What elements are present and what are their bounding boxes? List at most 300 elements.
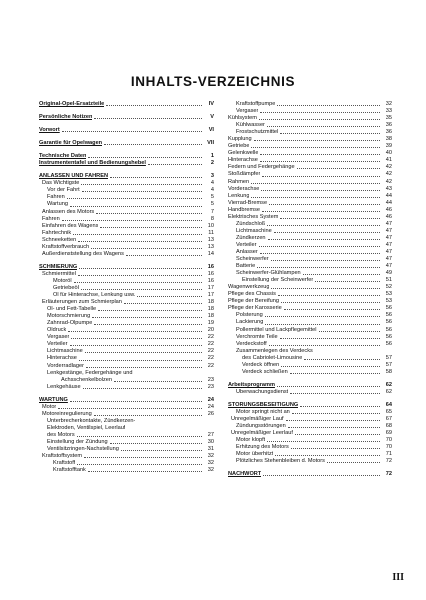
toc-entry-page: 47: [385, 220, 392, 227]
toc-entry-page: 31: [207, 446, 214, 453]
toc-entry: [39, 173, 214, 180]
toc-entry-page: 22: [207, 334, 214, 341]
toc-entry: [39, 439, 214, 446]
toc-leader-dots: [260, 253, 380, 254]
toc-entry-label: Vorwort: [39, 127, 60, 134]
toc-leader-dots: [280, 218, 380, 219]
toc-entry: [39, 453, 214, 460]
toc-leader-dots: [114, 381, 202, 382]
toc-leader-dots: [290, 393, 380, 394]
toc-entry-label: Schneeketten: [42, 236, 77, 243]
toc-entry-label: Frostschutzmittel: [236, 129, 279, 136]
toc-entry-label: Pollermittel und Lackpflegemittel: [236, 326, 317, 333]
toc-entry-page: 30: [207, 438, 214, 445]
toc-leader-dots: [315, 281, 380, 282]
toc-entry-label: Getriebeöl: [53, 284, 79, 291]
toc-leader-dots: [91, 248, 202, 249]
toc-entry: [39, 187, 214, 194]
toc-entry: [39, 223, 214, 230]
toc-leader-dots: [319, 331, 380, 332]
toc-entry-label: Wartung: [47, 201, 68, 208]
toc-entry-label: Pflege der Karosserie: [228, 305, 282, 312]
toc-entry-page: 4: [210, 180, 214, 187]
toc-column-left: [39, 101, 214, 474]
toc-leader-dots: [58, 408, 202, 409]
toc-entry-page: 56: [385, 326, 392, 333]
toc-leader-dots: [280, 338, 380, 339]
toc-entry-page: 53: [385, 291, 392, 298]
toc-leader-dots: [110, 443, 202, 444]
toc-leader-dots: [88, 471, 202, 472]
toc-entry: [228, 101, 392, 108]
toc-entry: [228, 389, 392, 396]
toc-entry: [228, 228, 392, 235]
toc-entry-page: VI: [208, 127, 214, 134]
toc-entry-page: 56: [385, 333, 392, 340]
toc-entry: [228, 186, 392, 193]
toc-entry-label: Vergaser: [236, 108, 259, 115]
toc-entry-page: 36: [385, 129, 392, 136]
toc-leader-dots: [94, 415, 202, 416]
toc-entry: [39, 397, 214, 404]
toc-entry-label: Verteiler: [47, 341, 68, 348]
toc-leader-dots: [70, 401, 202, 402]
toc-leader-dots: [268, 239, 380, 240]
toc-entry-page: 35: [385, 115, 392, 122]
toc-leader-dots: [297, 168, 380, 169]
toc-entry-label: Lenkgestänge, Federgehänge und: [47, 369, 133, 376]
toc-entry-label: STÖRUNGSBESEITIGUNG: [228, 401, 299, 408]
toc-entry-page: 3: [210, 173, 214, 180]
toc-entry-page: 46: [385, 213, 392, 220]
toc-entry: [39, 209, 214, 216]
toc-entry-label: ANLASSEN UND FAHREN: [39, 173, 108, 180]
toc-entry-page: 22: [207, 341, 214, 348]
toc-entry-label: WARTUNG: [39, 396, 68, 403]
toc-leader-dots: [77, 464, 202, 465]
toc-entry-label: Kraftstoffpumpe: [236, 101, 276, 107]
toc-entry-label: Motor klopft: [236, 437, 266, 444]
toc-entry: [39, 237, 214, 244]
toc-entry-label: Motoröl: [53, 277, 72, 284]
toc-entry: [228, 444, 392, 451]
toc-leader-dots: [251, 147, 380, 148]
toc-entry-page: 49: [385, 270, 392, 277]
toc-entry-page: 68: [385, 423, 392, 430]
toc-entry-page: 41: [385, 157, 392, 164]
toc-leader-dots: [295, 434, 380, 435]
toc-leader-dots: [280, 133, 380, 134]
toc-entry-label: Unregelmäßiger Leerlauf: [231, 430, 293, 437]
toc-leader-dots: [267, 225, 380, 226]
toc-entry: [228, 270, 392, 277]
toc-entry-label: Vorderradlager: [47, 362, 85, 369]
toc-leader-dots: [85, 352, 202, 353]
toc-entry: [39, 320, 214, 327]
toc-leader-dots: [281, 366, 380, 367]
toc-entry-page: 16: [207, 263, 214, 270]
toc-entry-page: 69: [385, 430, 392, 437]
toc-entry: [39, 180, 214, 187]
toc-entry-label: Verdeck öffnen: [242, 361, 280, 368]
toc-entry: [39, 348, 214, 355]
toc-leader-dots: [62, 220, 202, 221]
toc-entry: [39, 251, 214, 258]
toc-entry-label: Pflege des Chassis: [228, 291, 276, 298]
toc-leader-dots: [68, 331, 202, 332]
toc-entry-page: 38: [385, 136, 392, 143]
toc-leader-dots: [254, 140, 380, 141]
toc-entry-label: SCHMIERUNG: [39, 263, 78, 270]
toc-entry-label: Rahmen: [228, 178, 250, 185]
toc-entry-page: 67: [385, 416, 392, 423]
toc-entry-page: 24: [207, 403, 214, 410]
toc-leader-dots: [277, 105, 380, 106]
toc-entry: [228, 171, 392, 178]
toc-entry-label: des Cabriolet-Limousine: [242, 354, 303, 361]
toc-entry-label: Handbremse: [228, 206, 261, 213]
toc-entry: [228, 179, 392, 186]
toc-leader-dots: [124, 303, 202, 304]
toc-entry-page: 24: [207, 396, 214, 403]
toc-entry-page: 14: [207, 250, 214, 257]
toc-entry: [39, 446, 214, 453]
toc-entry-label: Das Wichtigste: [42, 180, 80, 187]
toc-entry: [39, 355, 214, 362]
toc-leader-dots: [292, 413, 380, 414]
toc-leader-dots: [92, 317, 202, 318]
toc-entry-label: Kraftstoff: [53, 460, 76, 467]
toc-entry: [39, 377, 214, 384]
toc-entry-label: Scheinwerfer-Glühlampen: [236, 270, 301, 277]
toc-column-right: [228, 101, 392, 478]
toc-entry-page: 44: [385, 199, 392, 206]
toc-entry: [228, 129, 392, 136]
toc-entry-label: Fahren: [47, 194, 65, 201]
toc-entry-label: Kühlwasser: [236, 122, 265, 129]
toc-entry-page: 56: [385, 312, 392, 319]
toc-entry-page: 47: [385, 248, 392, 255]
toc-entry: [228, 451, 392, 458]
toc-entry-page: 47: [385, 263, 392, 270]
toc-entry: [228, 256, 392, 263]
toc-entry-page: 39: [385, 143, 392, 150]
toc-entry: [39, 306, 214, 313]
toc-entry-page: 22: [207, 362, 214, 369]
toc-entry-page: 71: [385, 451, 392, 458]
toc-entry: [228, 437, 392, 444]
toc-entry: [228, 471, 392, 478]
toc-entry-label: Öl für Hinterachse, Lenkung usw.: [53, 292, 136, 299]
toc-entry: [228, 164, 392, 171]
toc-entry-label: Vorderachse: [228, 185, 260, 192]
toc-entry-page: 18: [207, 299, 214, 306]
toc-leader-dots: [84, 457, 202, 458]
toc-entry: [39, 194, 214, 201]
toc-entry-label: Ventilsitzringen-Nachstellung: [47, 446, 119, 453]
toc-leader-dots: [291, 448, 380, 449]
toc-entry-page: 17: [207, 292, 214, 299]
toc-entry-label: Motorschmierung: [47, 313, 91, 320]
toc-leader-dots: [259, 119, 380, 120]
toc-entry-page: 57: [385, 354, 392, 361]
toc-entry: [39, 418, 214, 425]
toc-entry-label: Instrumententafel und Bedienungshebel: [39, 160, 146, 167]
toc-entry-page: 23: [207, 376, 214, 383]
toc-entry-label: Garantie für Opelwagen: [39, 140, 103, 147]
toc-leader-dots: [137, 296, 202, 297]
toc-entry-label: Öl- und Fett-Tabelle: [47, 306, 97, 313]
toc-entry: [39, 114, 214, 121]
toc-entry-page: 17: [207, 284, 214, 291]
toc-leader-dots: [262, 211, 380, 212]
toc-entry-page: 57: [385, 361, 392, 368]
toc-entry-label: Motor überhitzt: [236, 451, 274, 458]
toc-entry: [39, 244, 214, 251]
toc-entry-label: Batterie: [236, 263, 256, 270]
toc-entry-label: Vierrad-Bremse: [228, 199, 268, 206]
toc-entry-label: Federn und Federgehänge: [228, 164, 295, 171]
toc-entry-page: 4: [210, 187, 214, 194]
toc-leader-dots: [284, 309, 380, 310]
toc-entry-label: Zahnrad-Ölpumpe: [47, 320, 93, 327]
toc-leader-dots: [275, 455, 380, 456]
toc-entry-label: Polsterung: [236, 312, 263, 319]
toc-entry-page: 32: [385, 101, 392, 107]
toc-leader-dots: [303, 274, 380, 275]
toc-entry-page: 32: [207, 460, 214, 467]
toc-entry: [228, 150, 392, 157]
toc-entry-page: 64: [385, 401, 392, 408]
toc-leader-dots: [110, 177, 202, 178]
toc-entry-label: Lichtmaschine: [47, 348, 83, 355]
toc-entry-page: 40: [385, 150, 392, 157]
toc-entry: [39, 404, 214, 411]
toc-entry-page: 62: [385, 388, 392, 395]
toc-entry-page: 18: [207, 306, 214, 313]
toc-entry-label: Zündungsstörungen: [236, 423, 286, 430]
toc-entry-label: Arbeitsprogramm: [228, 381, 275, 388]
toc-entry-label: Motor springt nicht an: [236, 408, 290, 415]
toc-leader-dots: [260, 112, 380, 113]
toc-leader-dots: [71, 338, 202, 339]
toc-entry-page: 65: [385, 408, 392, 415]
toc-leader-dots: [74, 282, 202, 283]
toc-entry-label: Verdeckstoff: [236, 340, 267, 347]
toc-entry-label: Plötzliches Stehenbleiben d. Motors: [236, 458, 325, 465]
toc-entry-page: 2: [210, 160, 214, 167]
toc-entry-label: Lenkung: [228, 192, 250, 199]
toc-entry-page: 47: [385, 256, 392, 263]
toc-entry: [228, 193, 392, 200]
toc-entry-label: Technische Daten: [39, 153, 87, 160]
toc-entry: [39, 313, 214, 320]
toc-entry: [39, 425, 214, 432]
toc-entry-page: 47: [385, 227, 392, 234]
toc-entry: [228, 362, 392, 369]
toc-entry: [39, 264, 214, 271]
toc-entry: [228, 136, 392, 143]
toc-entry-page: 27: [207, 431, 214, 438]
toc-entry-page: 72: [385, 458, 392, 465]
toc-entry-label: Schmiermittel: [42, 270, 76, 277]
toc-entry: [228, 409, 392, 416]
toc-entry-page: 5: [210, 194, 214, 201]
toc-entry: [39, 271, 214, 278]
toc-entry-label: Verchromte Teile: [236, 333, 278, 340]
toc-entry: [39, 341, 214, 348]
toc-entry-label: Einstellung der Scheinwerfer: [242, 277, 314, 284]
toc-entry-label: Kraftstofftank: [53, 467, 86, 474]
toc-entry: [228, 423, 392, 430]
toc-entry-page: 43: [385, 185, 392, 192]
toc-entry-label: Anlassen des Motors: [42, 208, 95, 215]
toc-leader-dots: [286, 420, 380, 421]
toc-entry: [39, 370, 214, 377]
toc-entry: [228, 263, 392, 270]
toc-entry: [39, 327, 214, 334]
toc-entry-label: Hinterachse: [47, 355, 77, 362]
toc-entry-label: Elektrisches System: [228, 213, 279, 220]
toc-entry: [39, 216, 214, 223]
toc-entry: [39, 460, 214, 467]
toc-entry: [228, 291, 392, 298]
toc-leader-dots: [271, 288, 380, 289]
toc-entry: [39, 467, 214, 474]
toc-entry: [39, 153, 214, 160]
toc-leader-dots: [86, 367, 202, 368]
toc-leader-dots: [261, 190, 380, 191]
toc-entry-label: Kühlsystem: [228, 115, 257, 122]
toc-entry: [39, 384, 214, 391]
toc-leader-dots: [78, 241, 202, 242]
toc-leader-dots: [265, 324, 380, 325]
toc-entry-page: 46: [385, 206, 392, 213]
toc-leader-dots: [300, 406, 380, 407]
toc-entry-label: Kraftstoffverbrauch: [42, 243, 90, 250]
toc-entry-label: Vor der Fahrt: [47, 187, 80, 194]
toc-entry: [228, 200, 392, 207]
toc-leader-dots: [267, 441, 380, 442]
toc-entry: [39, 230, 214, 237]
toc-entry-page: 72: [385, 471, 392, 478]
toc-leader-dots: [104, 144, 202, 145]
toc-entry: [228, 143, 392, 150]
toc-entry-label: Einstellung der Zündung: [47, 438, 108, 445]
toc-entry-page: 20: [207, 327, 214, 334]
toc-entry: [228, 242, 392, 249]
toc-entry-page: 13: [207, 236, 214, 243]
toc-leader-dots: [121, 450, 202, 451]
toc-entry: [39, 160, 214, 167]
toc-entry-page: 42: [385, 164, 392, 171]
toc-leader-dots: [262, 176, 380, 177]
toc-entry: [228, 108, 392, 115]
toc-entry-label: Fahren: [42, 215, 60, 222]
toc-leader-dots: [251, 197, 380, 198]
toc-entry-label: Anlasser: [236, 248, 258, 255]
toc-entry: [228, 284, 392, 291]
toc-leader-dots: [70, 345, 202, 346]
toc-entry: [39, 299, 214, 306]
toc-entry-page: 22: [207, 355, 214, 362]
page-number: III: [392, 572, 404, 583]
toc-leader-dots: [81, 289, 202, 290]
toc-entry-page: 70: [385, 437, 392, 444]
toc-entry-label: Unterbrecherkontakte, Zündkerzen-: [47, 417, 136, 424]
toc-entry: [228, 312, 392, 319]
toc-entry: [228, 458, 392, 465]
toc-entry-label: Erhitzung des Motors: [236, 444, 289, 451]
toc-entry: [228, 369, 392, 376]
toc-entry: [39, 127, 214, 134]
toc-entry: [228, 277, 392, 284]
toc-entry: [228, 157, 392, 164]
toc-entry-page: 56: [385, 340, 392, 347]
toc-leader-dots: [126, 255, 202, 256]
toc-leader-dots: [82, 191, 202, 192]
toc-entry-label: Zündkerzen: [236, 234, 266, 241]
toc-entry-label: Vergaser: [47, 334, 70, 341]
toc-entry: [228, 115, 392, 122]
toc-entry-label: Zündschloß: [236, 220, 266, 227]
toc-leader-dots: [327, 462, 380, 463]
toc-entry-page: V: [210, 114, 214, 121]
toc-entry: [228, 341, 392, 348]
toc-entry-label: Gelenkwelle: [228, 150, 259, 157]
toc-leader-dots: [271, 260, 380, 261]
toc-leader-dots: [77, 436, 202, 437]
toc-leader-dots: [96, 213, 202, 214]
toc-entry-label: Lichtmaschine: [236, 227, 272, 234]
toc-entry-page: 16: [207, 270, 214, 277]
toc-leader-dots: [148, 164, 202, 165]
toc-entry: [39, 292, 214, 299]
toc-leader-dots: [88, 157, 202, 158]
toc-entry-label: Persönliche Notizen: [39, 114, 93, 121]
toc-leader-dots: [263, 475, 380, 476]
toc-leader-dots: [269, 345, 380, 346]
toc-leader-dots: [98, 310, 202, 311]
toc-leader-dots: [277, 386, 380, 387]
toc-leader-dots: [288, 427, 380, 428]
toc-entry-page: 7: [210, 208, 214, 215]
toc-entry-label: NACHWORT: [228, 471, 262, 478]
toc-entry-label: Hinterachse: [228, 157, 258, 164]
toc-leader-dots: [79, 268, 202, 269]
toc-entry-label: Elektroden, Ventilspiel, Leerlauf: [47, 424, 126, 431]
toc-entry-page: 19: [207, 320, 214, 327]
toc-entry: [228, 207, 392, 214]
toc-entry-label: Lackierung: [236, 319, 264, 326]
toc-leader-dots: [62, 131, 202, 132]
toc-entry-label: Motor: [42, 403, 57, 410]
toc-entry: [228, 298, 392, 305]
toc-entry-label: Außerdienststellung des Wagens: [42, 250, 124, 257]
toc-entry: [39, 140, 214, 147]
toc-entry: [228, 327, 392, 334]
toc-entry-page: 62: [385, 381, 392, 388]
toc-entry-page: 56: [385, 305, 392, 312]
toc-leader-dots: [260, 161, 380, 162]
toc-entry-label: Verdeck schließen: [242, 368, 288, 375]
toc-entry-label: Scheinwerfer: [236, 256, 269, 263]
toc-entry: [228, 214, 392, 221]
toc-leader-dots: [67, 198, 202, 199]
toc-entry-page: 51: [385, 277, 392, 284]
toc-entry-page: 5: [210, 201, 214, 208]
toc-entry: [39, 432, 214, 439]
